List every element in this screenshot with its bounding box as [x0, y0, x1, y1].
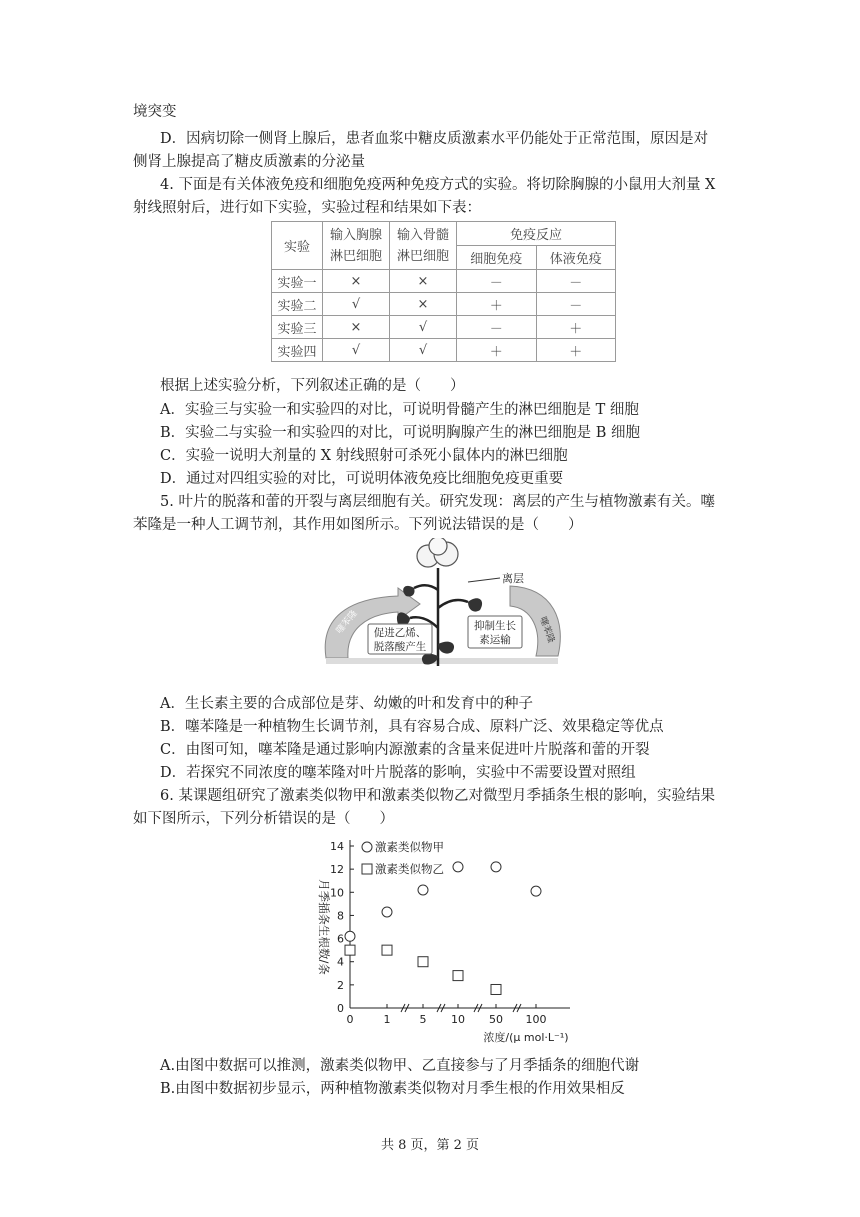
table-header-thymus: 输入胸腺 淋巴细胞	[323, 222, 390, 270]
experiment-table	[271, 221, 616, 362]
y-tick-label: 2	[337, 978, 344, 992]
option-c: C．由图可知，噻苯隆是通过影响内源激素的含量来促进叶片脱落和蕾的开裂	[160, 742, 650, 758]
x-tick-label: 100	[525, 1013, 547, 1026]
question-6-stem: 6. 某课题组研究了激素类似物甲和激素类似物乙对微型月季插条生根的影响，实验结果	[160, 788, 715, 804]
point-series-jia	[453, 862, 463, 872]
point-series-yi	[453, 971, 463, 981]
table-cell: 实验一	[272, 270, 323, 293]
table-cell: －	[457, 316, 537, 339]
y-tick-label: 12	[330, 863, 344, 877]
x-tick-label: 5	[419, 1013, 427, 1026]
y-axis-label: 月季插条生根数/条	[317, 879, 331, 975]
option-b: B．噻苯隆是一种植物生长调节剂，具有容易合成、原料广泛、效果稳定等优点	[160, 719, 664, 735]
left-arrow-label: 噻苯隆	[334, 608, 360, 636]
y-tick-label: 4	[337, 955, 344, 969]
option-d-prev: D．因病切除一侧肾上腺后，患者血浆中糖皮质激素水平仍能处于正常范围，原因是对	[160, 131, 709, 147]
chart-points	[345, 862, 541, 995]
point-series-yi	[345, 945, 355, 955]
table-cell: －	[536, 270, 616, 293]
table-cell: ＋	[457, 339, 537, 362]
option-d: D．若探究不同浓度的噻苯隆对叶片脱落的影响，实验中不需要设置对照组	[160, 765, 636, 781]
y-tick-label: 14	[330, 840, 344, 853]
question-6-stem-cont: 如下图所示，下列分析错误的是（ ）	[133, 811, 394, 827]
legend-label: 激素类似物乙	[375, 862, 444, 876]
table-cell: √	[323, 293, 390, 316]
option-a: A．实验三与实验一和实验四的对比，可说明骨髓产生的淋巴细胞是 T 细胞	[160, 402, 639, 418]
table-row	[272, 316, 616, 339]
table-cell: 实验二	[272, 293, 323, 316]
table-cell: √	[390, 339, 457, 362]
chart-legend	[362, 840, 444, 876]
x-tick-label: 0	[346, 1013, 354, 1026]
y-tick-label: 6	[337, 932, 344, 946]
text-line: 境突变	[133, 104, 177, 120]
point-series-jia	[382, 907, 392, 917]
table-cell: √	[390, 316, 457, 339]
legend-marker-square	[362, 864, 372, 874]
x-tick-label: 50	[489, 1013, 503, 1026]
plant-diagram	[318, 538, 568, 676]
point-series-yi	[382, 945, 392, 955]
leaf-icon	[438, 642, 454, 654]
promote-label: 脱落酸产生	[373, 641, 427, 653]
scatter-chart	[300, 832, 600, 1047]
point-series-jia	[418, 885, 428, 895]
inhibit-label: 抑制生长	[474, 620, 516, 632]
point-series-jia	[345, 931, 355, 941]
point-series-yi	[418, 957, 428, 967]
table-cell: －	[457, 270, 537, 293]
table-cell: －	[536, 293, 616, 316]
right-arrow-label: 噻苯隆	[537, 615, 556, 645]
table-cell: 实验三	[272, 316, 323, 339]
inhibit-label: 素运输	[479, 634, 511, 646]
x-tick-label: 10	[451, 1013, 465, 1026]
table-cell: ×	[323, 316, 390, 339]
legend-marker-circle	[362, 842, 372, 852]
promote-label: 促进乙烯、	[373, 627, 427, 639]
option-a: A.由图中数据可以推测，激素类似物甲、乙直接参与了月季插条的细胞代谢	[160, 1058, 640, 1074]
option-d: D．通过对四组实验的对比，可说明体液免疫比细胞免疫更重要	[160, 471, 564, 487]
option-c: C．实验一说明大剂量的 X 射线照射可杀死小鼠体内的淋巴细胞	[160, 448, 568, 464]
table-row	[272, 339, 616, 362]
point-series-yi	[491, 984, 501, 994]
question-4-stem: 4. 下面是有关体液免疫和细胞免疫两种免疫方式的实验。将切除胸腺的小鼠用大剂量 X	[160, 177, 716, 193]
text-line: 侧肾上腺提高了糖皮质激素的分泌量	[133, 154, 365, 170]
option-a: A．生长素主要的合成部位是芽、幼嫩的叶和发育中的种子	[160, 696, 533, 712]
question-4-prompt: 根据上述实验分析，下列叙述正确的是（ ）	[160, 378, 465, 394]
table-row	[272, 270, 616, 293]
table-header-humoral: 体液免疫	[536, 246, 616, 270]
label-layer: 离层	[502, 572, 524, 585]
option-b: B．实验二与实验一和实验四的对比，可说明胸腺产生的淋巴细胞是 B 细胞	[160, 425, 641, 441]
legend-label: 激素类似物甲	[375, 840, 444, 854]
table-header-exp: 实验	[272, 222, 323, 270]
point-series-jia	[531, 886, 541, 896]
option-b: B.由图中数据初步显示，两种植物激素类似物对月季生根的作用效果相反	[160, 1081, 625, 1097]
question-5-stem: 5. 叶片的脱落和蕾的开裂与离层细胞有关。研究发现：离层的产生与植物激素有关。噻	[160, 494, 715, 510]
y-tick-label: 0	[337, 1002, 344, 1015]
table-row	[272, 293, 616, 316]
question-4-stem-cont: 射线照射后，进行如下实验，实验过程和结果如下表：	[133, 200, 481, 216]
x-tick-label: 1	[383, 1013, 391, 1026]
page-footer: 共 8 页，第 2 页	[380, 1138, 480, 1153]
table-cell: ×	[323, 270, 390, 293]
table-cell: ×	[390, 293, 457, 316]
table-cell: √	[323, 339, 390, 362]
y-tick-label: 8	[337, 909, 344, 923]
leaf-icon	[468, 598, 482, 611]
point-series-jia	[491, 862, 501, 872]
x-axis-label: 浓度/(μ mol·L⁻¹)	[483, 1031, 569, 1044]
y-tick-label: 10	[330, 886, 344, 900]
table-cell: ＋	[457, 293, 537, 316]
table-cell: ＋	[536, 339, 616, 362]
table-header-immune: 免疫反应	[457, 222, 616, 246]
table-cell: ×	[390, 270, 457, 293]
table-header-marrow: 输入骨髓 淋巴细胞	[390, 222, 457, 270]
table-cell: 实验四	[272, 339, 323, 362]
question-5-stem-cont: 苯隆是一种人工调节剂，其作用如图所示。下列说法错误的是（ ）	[133, 517, 583, 533]
table-header-cell: 细胞免疫	[457, 246, 537, 270]
table-cell: ＋	[536, 316, 616, 339]
